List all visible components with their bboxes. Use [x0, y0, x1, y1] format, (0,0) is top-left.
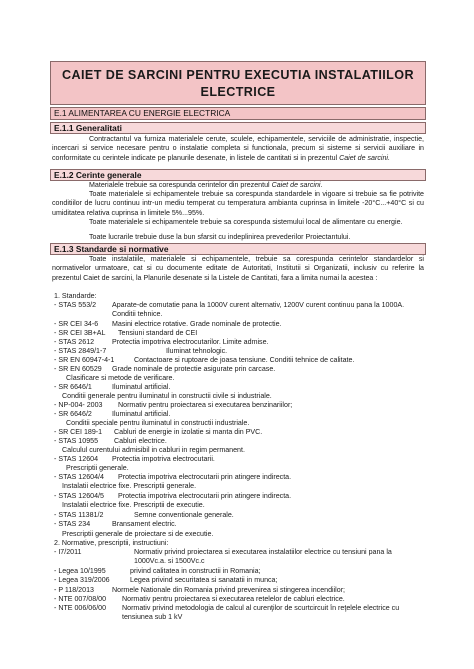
list-item-text: Normativ pentru proiectarea si executarea retelelor de cabluri electrice.	[122, 595, 345, 603]
list-item-text: Conditii speciale pentru iluminatul in constructii industriale.	[66, 419, 250, 427]
list-item-code: - Legea 319/2006	[54, 576, 110, 584]
list-item-text: Iluminat tehnologic.	[166, 347, 228, 355]
list-item-code: - SR EN 60529	[54, 365, 102, 373]
section-e12-p4: Toate lucrarile trebuie duse la bun sfarsit cu indeplinirea prevederilor Proiectantului.	[89, 233, 351, 241]
list-item-text: Normativ privind proiectarea si executarea instalatiilor electrice cu tensiuni pana la 1000Vc.a. si 1500Vc.c	[134, 548, 392, 566]
list-item-code: - P 118/2013	[54, 586, 94, 594]
list-item-code: - NP-004- 2003	[54, 401, 103, 409]
title-line-2: ELECTRICE	[200, 85, 276, 99]
list-item-text: Aparate-de comutatie pana la 1000V curent alternativ, 1200V curent continuu pana la 1000A. Conditii tehnice.	[112, 301, 405, 319]
list-item-code: - I7/2011	[54, 548, 82, 556]
list-item-code: - STAS 234	[54, 520, 91, 528]
list-item-code: - NTE 007/08/00	[54, 595, 107, 603]
list-item-text: Iluminatul artificial.	[112, 410, 171, 418]
list-item-text: Contactoare si ruptoare de joasa tensiune. Conditii tehnice de calitate.	[134, 356, 355, 364]
list-item-text: Protectia impotriva electrocutarii.	[112, 455, 215, 463]
title-line-1: CAIET DE SARCINI PENTRU EXECUTIA INSTALATIILOR	[62, 68, 414, 82]
list-item-code: - SR 6646/1	[54, 383, 92, 391]
section-e12-heading: E.1.2 Cerinte generale	[50, 169, 426, 181]
list-item-text: Iluminatul artificial.	[112, 383, 171, 391]
list-item-code: - SR CEI 34-6	[54, 320, 99, 328]
list-item-text: Masini electrice rotative. Grade nominale de protectie.	[112, 320, 282, 328]
list-item-text: privind calitatea in constructii in Romania;	[130, 567, 261, 575]
list-item-text: Normativ privind metodologia de calcul al curenţilor de scurtcircuit în reţelele electrice cu tensiunea sub 1 kV	[122, 604, 400, 622]
list-item-text: Instalatii electrice fixe. Prescriptii de executie.	[62, 501, 205, 509]
list-item-text: Cabluri electrice.	[114, 437, 167, 445]
list-item-code: - SR CEI 189-1	[54, 428, 103, 436]
list-item-text: Normativ pentru proiectarea si executarea benzinariilor;	[118, 401, 293, 409]
list-item-code: - SR CEI 3B+AL	[54, 329, 106, 337]
list-item-text: Clasificare si metode de verificare.	[66, 374, 175, 382]
section-e12-p1	[52, 181, 424, 190]
list-item-text: Conditii generale pentru iluminatul in constructii civile si industriale.	[62, 392, 272, 400]
paragraph-text: Materialele trebuie sa corespunda cerintelor din prezentul	[89, 181, 270, 189]
list-item-code: - STAS 10955	[54, 437, 99, 445]
list-item-code: - Legea 10/1995	[54, 567, 106, 575]
list-item-code: - STAS 12604	[54, 455, 99, 463]
list-item-code: - SR 6646/2	[54, 410, 92, 418]
section-e12-p3: Toate materialele si echipamentele trebuie sa corespunda sistemului local de alimentare cu energie.	[89, 218, 403, 226]
list-item-code: - STAS 2849/1-7	[54, 347, 107, 355]
section-e13-intro: Toate instalatiile, materialele si echipamentele, trebuie sa corespunda cerintelor standardelor si normativelor urmatoare, cat si cu documente editate de Autoritati, Institutii si Organizatii, inclusiv cu referire la prezentul Caiet de sarcini, la Planurile desenate si la Listele de Cantitati, fara a limita numai la acestea :	[52, 255, 424, 282]
list-item-text: Tensiuni standard de CEI	[118, 329, 198, 337]
section-e12-p2: Toate materialele si echipamentele trebuie sa corespunda standardele in vigoare si trebuie sa fie potrivite conditiilor de lucru continuu intr-un mediu temperat cu temperatura ambianta cuprinsa in limitele -20°C...+40°C si cu umiditatea relativa cuprinsa in limitele 5%...95%.	[52, 190, 424, 217]
list-item-text: Protectia impotriva electrocutarii prin atingere indirecta.	[118, 473, 292, 481]
section-e1-heading: E.1 ALIMENTAREA CU ENERGIE ELECTRICA	[50, 107, 426, 120]
paragraph-emphasis: Caiet de sarcini	[271, 181, 321, 189]
list-item-text: Calculul curentului admisibil in cabluri in regim permanent.	[62, 446, 245, 454]
list-item-code: - STAS 2612	[54, 338, 95, 346]
list-item-text: Protectia impotriva electrocutarii prin atingere indirecta.	[118, 492, 292, 500]
list-item-text: Normele Nationale din Romania privind prevenirea si stingerea incendiilor;	[112, 586, 346, 594]
list-item-text: Bransament electric.	[112, 520, 177, 528]
list-item-text: Semne conventionale generale.	[134, 511, 234, 519]
list-item-code: - STAS 553/2	[54, 301, 97, 309]
list-item-text: Prescriptii generale.	[66, 464, 129, 472]
list-item-text: Protectia impotriva electrocutarilor. Limite admise.	[112, 338, 269, 346]
section-e11-heading: E.1.1 Generalitati	[50, 122, 426, 134]
paragraph-end: .	[320, 181, 323, 189]
list-heading-standards: 1. Standarde:	[54, 292, 97, 300]
list-item-code: - STAS 12604/5	[54, 492, 104, 500]
list-item-text: Grade nominale de protectie asigurate prin carcase.	[112, 365, 276, 373]
list-heading-normatives: 2. Normative, prescriptii, instructiuni:	[54, 539, 169, 547]
paragraph-text: Contractantul va furniza materialele cerute, sculele, echipamentele, serviciile de administratie, inspectie, incercari si service necesare pentru o instalatie completa si functionala, precum si sisteme si servicii auxiliare in conformitate cu cerintele indicate pe planurile desenate, in listele de cantitati si in prezentul	[52, 135, 424, 162]
section-e13-heading: E.1.3 Standarde si normative	[50, 243, 426, 255]
list-item-code: - STAS 11381/2	[54, 511, 104, 519]
list-item-text: Instalatii electrice fixe. Prescriptii generale.	[62, 482, 197, 490]
list-item-text: Legea privind securitatea si sanatatii in munca;	[130, 576, 278, 584]
paragraph-emphasis: Caiet de sarcini.	[339, 153, 390, 162]
list-item-code: - SR EN 60947-4-1	[54, 356, 115, 364]
section-e11-paragraph	[52, 135, 424, 163]
list-item-code: - NTE 006/06/00	[54, 604, 107, 612]
list-item-code: - STAS 12604/4	[54, 473, 104, 481]
list-item-text: Cabluri de energie in izolatie si manta din PVC.	[114, 428, 263, 436]
document-title	[50, 61, 426, 105]
list-item-text: Prescriptii generale de proiectare si de executie.	[62, 530, 214, 538]
